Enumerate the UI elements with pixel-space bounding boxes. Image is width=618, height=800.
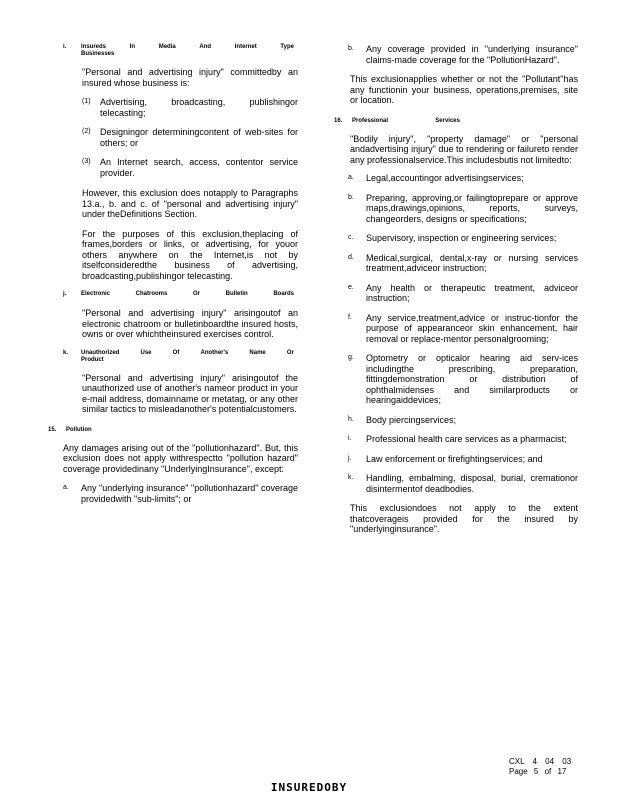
list-text: Law enforcement or firefightingservices; and [366,453,543,464]
section-16-marker: 16. [334,117,343,124]
title-word: Chatrooms [135,291,168,297]
section-15-heading [48,427,298,434]
list-marker: b. [348,193,354,201]
section-16-intro: "Bodily injury", "property damage" or "personal andadvertising injury" due to rendering or failureto render any professionalservice.This includesbutis not limitedto: [350,133,578,165]
section-15-text: Any damages arising out of the "pollutionhazard". But, this exclusion does not apply withrespectto "pollution hazard" coverage providedinany "UnderlyingInsurance", except: [63,442,298,474]
section-i-marker: i. [63,44,67,50]
title-sub: Businesses [81,51,115,57]
list-item [82,157,298,178]
title-word: Use [140,349,152,356]
list-text: Any "underlying insurance" "pollutionhazard" coverage providedwith "sub-limits"; or [81,483,298,504]
list-text: Designingor determiningcontent of web-sites for others; or [100,127,298,148]
section-j-title [81,291,298,298]
list-text: An Internet search, access, contentor service provider. [100,157,298,178]
list-item [348,193,578,225]
list-item [348,415,578,426]
title-word: Or [286,349,294,356]
list-text: Legal,accountingor advertisingservices; [366,173,524,183]
list-text: Medical,surgical, dental,x-ray or nursing services treatment,adviceor instruction; [366,252,578,273]
section-i-list [82,97,298,178]
title-word: Name [249,349,266,356]
title-word: Bulletin [225,291,248,297]
section-15-title: Pollution [66,426,92,433]
list-text: Any service,treatment,advice or instruc-tionfor the purpose of appearanceor skin enhancement, hair removal or replace-mentor personalgrooming; [366,312,578,344]
list-text: Advertising, broadcasting, publishingor telecasting; [100,97,298,118]
footer-form-info [509,757,571,777]
title-word: Electronic [81,291,111,297]
list-marker: e. [348,283,354,291]
title-word: In [129,44,136,50]
list-marker: i. [348,435,352,442]
list-item [348,313,578,345]
list-item [348,233,578,244]
section-j-text: "Personal and advertising injury" arisingoutof an electronic chatroom or bulletinboardthe insured hosts, owns or over whichtheinsured exercises control. [82,308,298,339]
section-i-para2: For the purposes of this exclusion,theplacing of frames,borders or links, or advertising, for youor others anywhere on the Internet,is not by itselfconsideredthe business of advertising, broadcasting,publishingor telecasting. [82,228,298,281]
section-16-heading [334,118,464,125]
title-word: Type [280,44,294,50]
section-k-text: "Personal and advertising injury" arisingoutof the unauthorized use of another's nameor product in your e-mail address, domainname or metatag, or any other similar tactics to misleadanother's potentialcustomers. [82,372,298,414]
brand-watermark: INSUREDOBY [270,781,348,794]
section-j-heading [63,291,298,298]
section-j-marker: j. [63,291,67,297]
title-word: Professional [352,117,389,124]
section-16-title [352,118,464,125]
list-item [348,434,578,445]
list-text: Optometry or opticalor hearing aid serv-ices includingthe prescribing, preparation, fittingdemonstration or distribution of ophthalmidenses and similarproducts or hearingaiddevices; [366,353,578,405]
title-word: Unauthorized [81,349,120,356]
list-text: Professional health care services as a pharmacist; [366,434,567,444]
list-marker: h. [348,415,354,423]
section-16-closing: This exclusiondoes not apply to the extent thatcoverageis provided for the insured by "underlyinginsurance". [350,503,578,534]
list-marker: g. [348,354,354,361]
title-sub: Product [81,356,104,363]
list-item [348,253,578,274]
list-marker: j. [348,454,352,462]
list-marker: a. [63,484,69,491]
section-16-list [348,173,578,494]
list-item [348,454,578,465]
list-item [82,127,298,148]
section-k-title [81,350,298,364]
list-text: Body piercingservices; [366,414,457,425]
title-word: Internet [234,44,257,50]
list-marker: k. [348,474,354,481]
list-item [348,173,578,184]
list-marker: b. [348,45,354,52]
list-text: Preparing, approving,or failingtoprepare or approve maps,drawings,opinions, reports, surveys, changeorders, designs or specifications; [366,192,578,224]
list-marker: a. [348,174,354,181]
list-text: Handling, embalming, disposal, burial, cremationor disintermentof deadbodies. [366,473,578,494]
title-word: Or [193,291,201,297]
list-text: Supervisory, inspection or engineering services; [366,233,557,243]
list-item [82,97,298,118]
list-item [63,483,298,504]
section-k-heading [63,350,298,364]
list-item [348,473,578,494]
list-marker: (2) [82,128,91,135]
list-item [348,353,578,406]
form-code: CXL 4 04 03 [509,757,572,766]
title-word: And [199,44,212,50]
section-i-heading [63,44,298,58]
title-word: Media [158,44,176,50]
list-item [348,44,578,65]
title-word: Services [435,117,460,124]
list-item [348,283,578,304]
pollutant-paragraph: This exclusionapplies whether or not the "Pollutant"has any functionin your business, operations,premises, site or location. [350,74,578,105]
section-i-intro: "Personal and advertising injury" committedby an insured whose business is: [82,67,298,88]
section-k-marker: k. [63,349,69,356]
left-column [48,44,298,504]
right-column [334,44,578,535]
list-marker: (3) [82,158,91,165]
title-word: Insureds [81,44,107,50]
list-marker: f. [348,313,352,321]
title-word: Of [172,349,180,356]
title-word: Boards [273,291,294,297]
section-15-marker: 15. [48,426,57,433]
list-marker: c. [348,234,354,241]
title-word: Another's [200,349,229,356]
list-marker: d. [348,253,354,261]
list-marker: (1) [82,98,91,105]
page-number: Page 5 of 17 [509,767,567,776]
section-i-para1: However, this exclusion does notapply to Paragraphs 13.a., b. and c. of "personal and advertising injury" under theDefinitions Section. [82,188,298,219]
section-i-title [81,44,298,58]
list-text: Any health or therapeutic treatment, adviceor instruction; [366,282,578,303]
list-text: Any coverage provided in "underlying insurance" claims-made coverage for the "PollutionHazard". [366,44,578,65]
